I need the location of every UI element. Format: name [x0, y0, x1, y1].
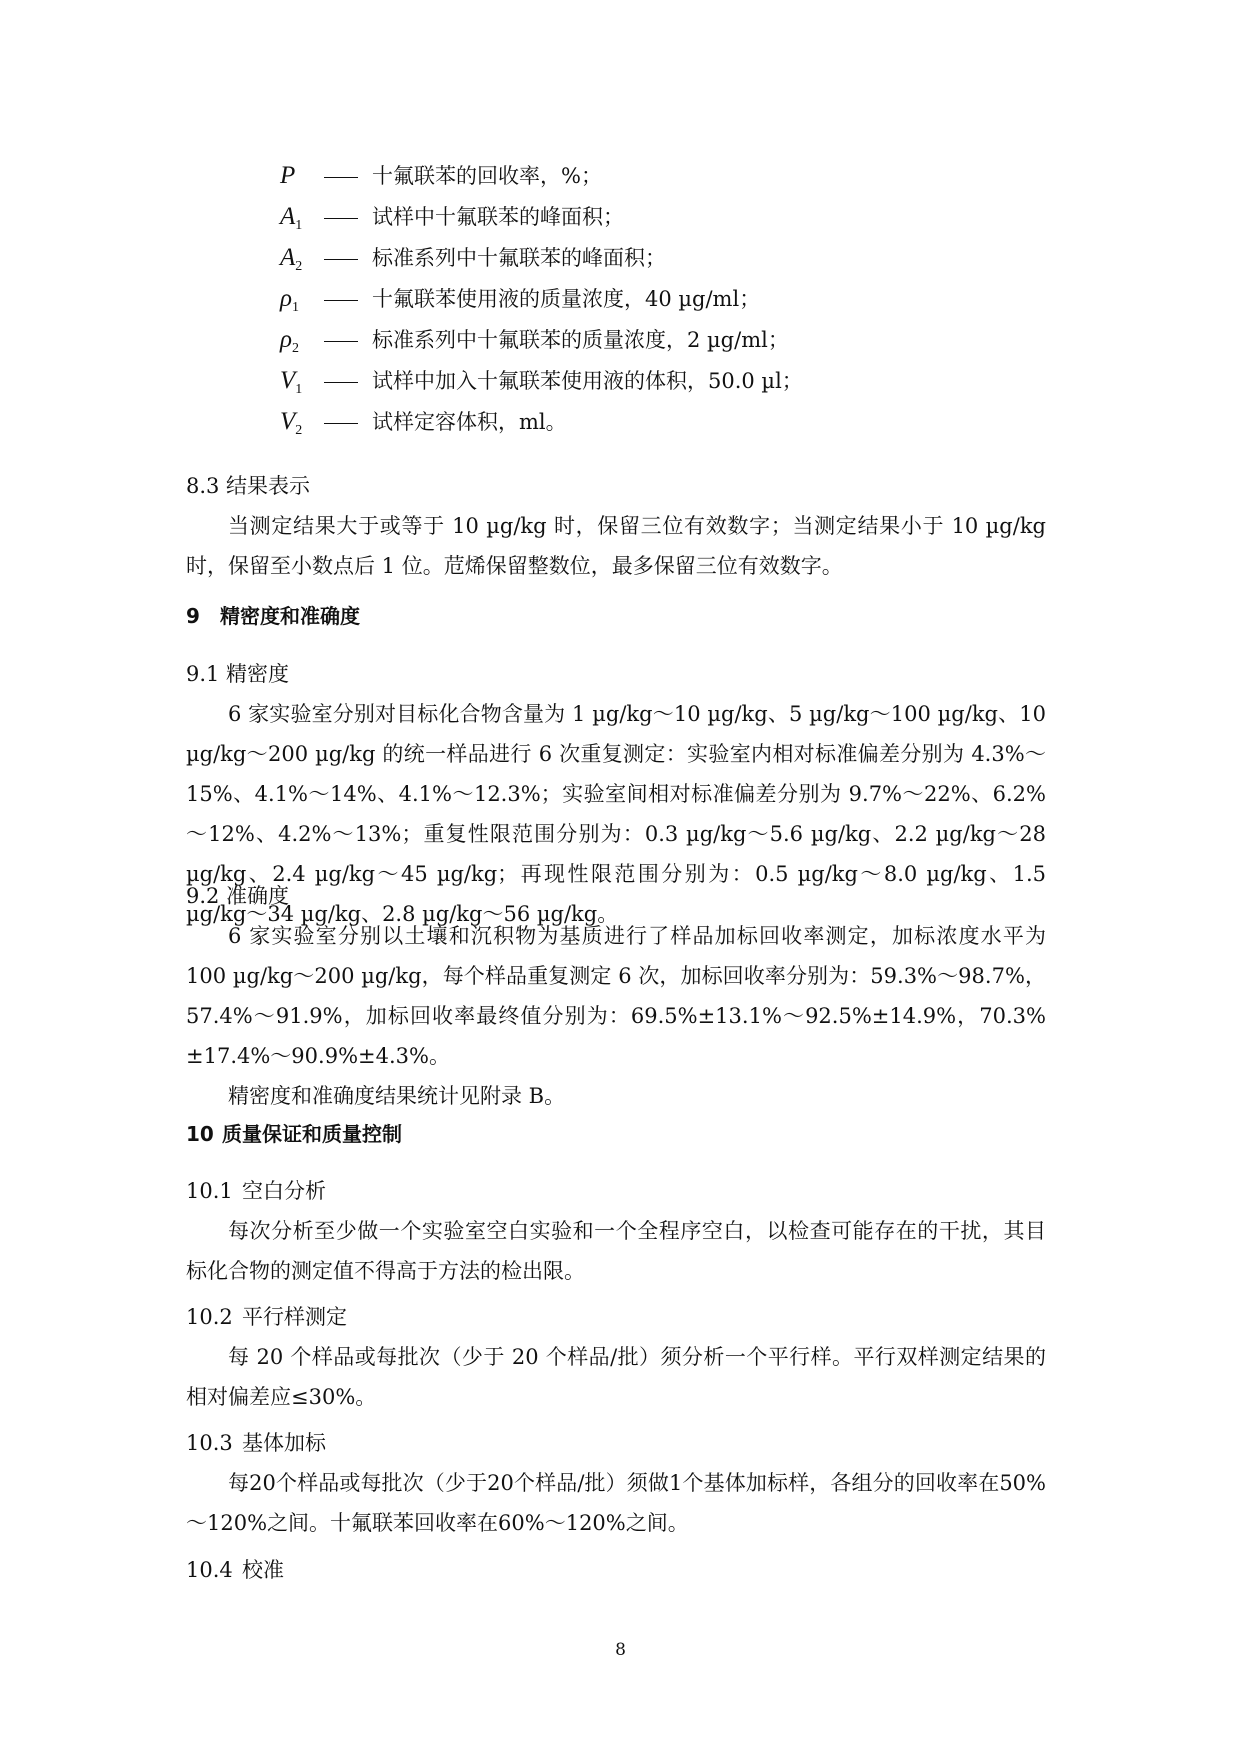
appendix-note: 精密度和准确度结果统计见附录 B。 [228, 1084, 566, 1108]
section-body: 每次分析至少做一个实验室空白实验和一个全程序空白，以检查可能存在的干扰，其目标化合物的测定值不得高于方法的检出限。 [186, 1219, 1046, 1283]
variable-row [280, 278, 803, 319]
variable-symbol: $A_2$ [280, 244, 303, 274]
section-heading: 10.2 平行样测定 [186, 1305, 347, 1329]
variable-description: 十氟联苯使用液的质量浓度，40 µg/ml； [372, 287, 761, 311]
variable-symbol: $V_1$ [280, 367, 303, 397]
section-9-2 [186, 876, 1046, 1116]
variable-symbol: $A_1$ [280, 203, 303, 233]
variable-description: 试样中加入十氟联苯使用液的体积，50.0 µl； [372, 369, 803, 393]
variable-row [280, 319, 803, 360]
section-10-1 [186, 1171, 1046, 1291]
variable-description: 标准系列中十氟联苯的质量浓度，2 µg/ml； [372, 328, 789, 352]
section-9 [186, 596, 1046, 636]
section-10-2 [186, 1297, 1046, 1417]
variable-symbol: P [280, 162, 296, 189]
em-dash-divider [324, 341, 358, 342]
variable-row [280, 155, 803, 196]
em-dash-divider [324, 177, 358, 178]
section-heading: 9.1 精密度 [186, 662, 289, 686]
section-heading: 10.4 校准 [186, 1558, 284, 1582]
section-heading: 8.3 结果表示 [186, 474, 310, 498]
variable-description: 试样中十氟联苯的峰面积； [372, 205, 624, 229]
section-10 [186, 1114, 1046, 1154]
section-body: 每 20 个样品或每批次（少于 20 个样品/批）须分析一个平行样。平行双样测定结果的相对偏差应≤30%。 [186, 1345, 1046, 1409]
section-heading: 10.1 空白分析 [186, 1179, 326, 1203]
variable-symbol: $\rho_2$ [280, 326, 299, 356]
section-heading: 9.2 准确度 [186, 884, 289, 908]
variable-symbol: $V_2$ [280, 408, 303, 438]
variable-description: 标准系列中十氟联苯的峰面积； [372, 246, 666, 270]
section-10-3 [186, 1423, 1046, 1543]
section-8-3 [186, 466, 1046, 586]
em-dash-divider [324, 382, 358, 383]
chapter-heading: 10 质量保证和质量控制 [186, 1122, 402, 1146]
variable-row [280, 401, 803, 442]
section-heading: 10.3 基体加标 [186, 1431, 326, 1455]
variable-row [280, 360, 803, 401]
page-number: 8 [615, 1640, 626, 1660]
section-body: 当测定结果大于或等于 10 µg/kg 时，保留三位有效数字；当测定结果小于 10 µg/kg 时，保留至小数点后 1 位。苊烯保留整数位，最多保留三位有效数字。 [186, 514, 1046, 578]
chapter-heading: 9 精密度和准确度 [186, 604, 360, 628]
variable-description: 十氟联苯的回收率，%； [372, 164, 602, 188]
variable-row [280, 237, 803, 278]
variable-row [280, 196, 803, 237]
variable-description: 试样定容体积，ml。 [372, 410, 567, 434]
section-10-4 [186, 1550, 1046, 1590]
variable-definitions [280, 155, 803, 442]
em-dash-divider [324, 218, 358, 219]
section-body: 6 家实验室分别以土壤和沉积物为基质进行了样品加标回收率测定，加标浓度水平为 100 µg/kg～200 µg/kg，每个样品重复测定 6 次，加标回收率分别为：59.3%～98.7%，57.4%～91.9%，加标回收率最终值分别为：69.5%±13.1%～92.5%±14.9%，70.3%±17.4%～90.9%±4.3%。 [186, 924, 1046, 1068]
em-dash-divider [324, 259, 358, 260]
variable-symbol: $\rho_1$ [280, 285, 299, 315]
section-body: 6 家实验室分别对目标化合物含量为 1 µg/kg～10 µg/kg、5 µg/kg～100 µg/kg、10 µg/kg～200 µg/kg 的统一样品进行 6 次重复测定：实验室内相对标准偏差分别为 4.3%～15%、4.1%～14%、4.1%～12.3%；实验室间相对标准偏差分别为 9.7%～22%、6.2%～12%、4.2%～13%；重复性限范围分别为：0.3 µg/kg～5.6 µg/kg、2.2 µg/kg～28 µg/kg、2.4 µg/kg～45 µg/kg；再现性限范围分别为：0.5 µg/kg～8.0 µg/kg、1.5 µg/kg～34 µg/kg、2.8 µg/kg～56 µg/kg。 [186, 702, 1046, 926]
em-dash-divider [324, 423, 358, 424]
section-body: 每20个样品或每批次（少于20个样品/批）须做1个基体加标样，各组分的回收率在50%～120%之间。十氟联苯回收率在60%～120%之间。 [186, 1471, 1046, 1535]
em-dash-divider [324, 300, 358, 301]
